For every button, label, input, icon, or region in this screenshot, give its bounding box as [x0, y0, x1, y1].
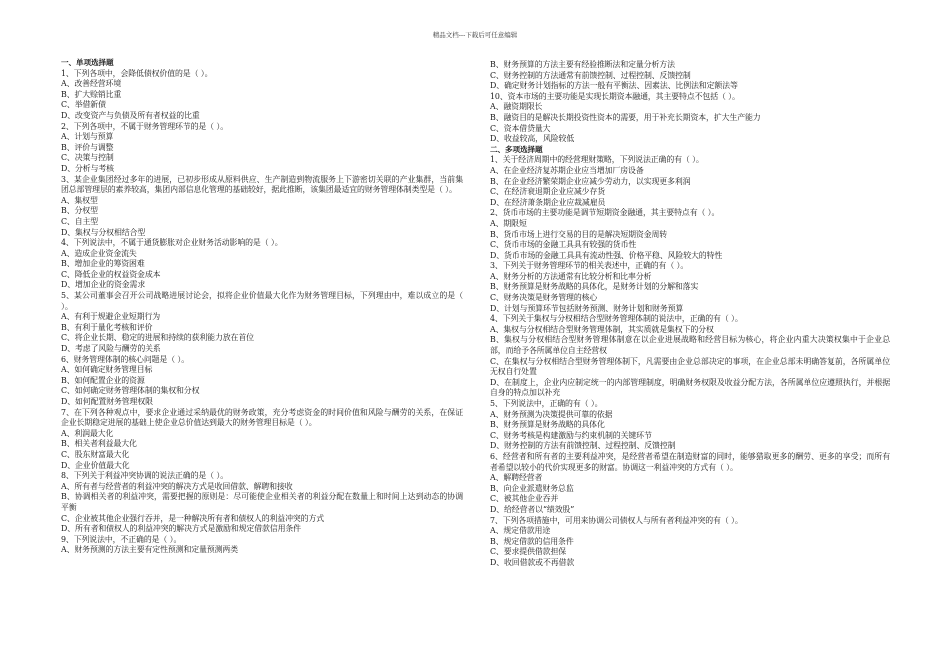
question-stem: 2、下列各项中，不属于财务管理环节的是（ ）。 — [61, 121, 228, 131]
answer-option: C、财务决策是财务管理的核心 — [490, 293, 598, 303]
question-stem: 3、下列关于财务管理环节的相关表述中，正确的有（ ）。 — [490, 261, 689, 271]
answer-option: A、规定借款用途 — [490, 526, 551, 536]
answer-option: B、增加企业的筹资困难 — [61, 259, 145, 269]
question-stem: 5、下列说法中，正确的有（ ）。 — [490, 399, 603, 408]
question-stem: 6、经营者和所有者的主要利益冲突，是经营者希望在制造财富的同时，能够猎取更多的酬劳、更多的享受；而所有者希望以较小的代价实现更多的财富。协调这一利益冲突的方式有（ ）。 — [490, 451, 890, 472]
answer-option: B、集权与分权相结合型财务管理体制意在以企业进展战略和经营目标为核心，将企业内重大决策权集中于企业总部，而给予各所属单位自主经营权 — [490, 335, 890, 356]
answer-option: B、有利于量化考核和评价 — [61, 322, 153, 332]
answer-option: C、举借新债 — [61, 100, 106, 110]
answer-option: D、收回借款或不再借款 — [490, 557, 575, 567]
answer-option: C、股东财富最大化 — [61, 449, 130, 459]
answer-option: D、如何配置财务管理权限 — [61, 397, 153, 406]
question-stem: 3、某企业集团经过多年的进展，已初步形成从原料供应、生产制造到物流服务上下游密切关联的产业集群，当前集团总部管理层的素养较高，集团内部信息化管理的基础较好，据此推断，该集团最适宜的财务管理体制类型是（ ）。 — [61, 174, 463, 195]
answer-option: B、向企业派遣财务总监 — [490, 483, 574, 493]
answer-option: B、如何配置企业的资源 — [61, 375, 145, 385]
answer-option: C、企业被其他企业强行吞并，是一种解决所有者和债权人的利益冲突的方式 — [61, 513, 325, 523]
answer-option: A、计划与预算 — [61, 132, 114, 142]
answer-option: A、利润最大化 — [61, 428, 114, 438]
answer-option: D、在经济萧条期企业应裁减雇员 — [490, 197, 606, 207]
answer-option: B、货币市场上进行交易的目的是解决短期资金周转 — [490, 229, 668, 239]
answer-option: C、要求提供借款担保 — [490, 547, 567, 557]
answer-option: B、协调相关者的利益冲突，需要把握的原则是：尽可能使企业相关者的利益分配在数量上和时间上达到动态的协调平衡 — [61, 492, 463, 512]
answer-option: A、财务预测为决策提供可靠的依据 — [490, 409, 613, 419]
answer-option: C、资本借贷量大 — [490, 123, 551, 133]
answer-option: A、集权与分权相结合型财务管理体制，其实质就是集权下的分权 — [490, 324, 714, 334]
answer-option: D、分析与考核 — [61, 163, 114, 173]
page-header: 精品文档---下载后可任意编辑 — [432, 31, 518, 39]
answer-option: C、被其他企业吞并 — [490, 494, 559, 504]
left-column — [61, 58, 463, 556]
answer-option: A、造成企业资金流失 — [61, 248, 137, 258]
answer-option: B、财务预算的方法主要有经验推断法和定量分析方法 — [490, 60, 675, 69]
answer-option: C、财务控制的方法通常有前馈控制、过程控制、反馈控制 — [490, 70, 691, 80]
question-stem: 7、下列各项措施中，可用来协调公司债权人与所有者利益冲突的有（ ）。 — [490, 515, 743, 525]
answer-option: A、在企业经济复苏期企业应当增加厂房设备 — [490, 165, 644, 175]
answer-option: B、在企业经济繁荣期企业应减少劳动力，以实现更多利润 — [490, 176, 691, 186]
question-stem: 5、某公司董事会召开公司战略进展讨论会，拟将企业价值最大化作为财务管理目标，下列理由中，难以成立的是（ ）。 — [61, 291, 463, 311]
answer-option: D、在制度上，企业内应制定统一的内部管理制度，明确财务权限及收益分配方法，各所属单位应遵照执行，并根据自身的特点加以补充 — [490, 377, 890, 398]
question-stem: 8、下列关于利益冲突协调的说法正确的是（ ）。 — [61, 471, 228, 481]
answer-option: D、集权与分权相结合型 — [61, 227, 146, 237]
answer-option: D、企业价值最大化 — [61, 460, 130, 470]
section-heading: 二、多项选择题 — [490, 144, 543, 154]
answer-option: B、相关者利益最大化 — [61, 439, 137, 449]
answer-option: D、改变资产与负债及所有者权益的比重 — [61, 110, 200, 120]
answer-option: C、货币市场的金融工具具有较强的货币性 — [490, 240, 637, 250]
answer-option: D、财务控制的方法有前馈控制、过程控制、反馈控制 — [490, 441, 676, 451]
answer-option: D、计划与预算环节包括财务预测、财务计划和财务预算 — [490, 303, 684, 313]
answer-option: D、货币市场的金融工具具有流动性强、价格平稳、风险较大的特性 — [490, 250, 723, 260]
answer-option: D、确定财务计划指标的方法一般有平衡法、因素法、比例法和定额法等 — [490, 81, 738, 91]
answer-option: B、规定借款的信用条件 — [490, 536, 574, 546]
answer-option: D、所有者和债权人的利益冲突的解决方式是激励和规定借款信用条件 — [61, 524, 301, 534]
answer-option: C、财务考核是构建激励与约束机制的关键环节 — [490, 430, 652, 440]
answer-option: D、给经营者以“绩效股” — [490, 504, 575, 514]
answer-option: A、解聘经营者 — [490, 473, 543, 483]
answer-option: C、在集权与分权相结合型财务管理体制下，凡需要由企业总部决定的事项，在企业总部未明确答复前，各所属单位无权自行处置 — [490, 356, 890, 377]
answer-option: A、期限短 — [490, 218, 527, 228]
answer-option: C、在经济衰退期企业应减少存货 — [490, 187, 606, 197]
answer-option: B、扩大赊销比重 — [61, 89, 122, 99]
question-stem: 2、货币市场的主要功能是调节短期资金融通，其主要特点有（ ）。 — [490, 208, 720, 218]
right-column — [490, 60, 890, 569]
answer-option: B、财务预算是财务战略的具体化，是财务计划的分解和落实 — [490, 282, 699, 292]
answer-option: C、如何确定财务管理体制的集权和分权 — [61, 386, 200, 396]
question-stem: 1、关于经济周期中的经营理财策略，下列说法正确的有（ ）。 — [490, 155, 704, 165]
answer-option: C、决策与控制 — [61, 153, 114, 163]
answer-option: B、财务预算是财务战略的具体化 — [490, 420, 605, 430]
answer-option: A、所有者与经营者的利益冲突的解决方式是收回借款、解聘和接收 — [61, 481, 293, 491]
answer-option: B、评价与调整 — [61, 142, 114, 152]
question-stem: 6、财务管理体制的核心问题是（ ）。 — [61, 354, 190, 364]
answer-option: D、增加企业的资金需求 — [61, 280, 146, 290]
answer-option: A、改善经营环境 — [61, 79, 122, 89]
answer-option: B、分权型 — [61, 206, 98, 216]
answer-option: D、考虑了风险与酬劳的关系 — [61, 344, 161, 354]
answer-option: C、自主型 — [61, 216, 99, 226]
question-stem: 1、下列各项中，会降低债权价值的是（ ）。 — [61, 68, 213, 78]
question-stem: 7、在下列各种观点中，要求企业通过采纳最优的财务政策，充分考虑资金的时间价值和风险与酬劳的关系，在保证企业长期稳定进展的基础上使企业总价值达到最大的财务管理目标是（ ）。 — [61, 407, 463, 428]
answer-option: C、将企业长期、稳定的进展和持续的获利能力放在首位 — [61, 333, 254, 343]
question-stem: 10、资本市场的主要功能是实现长期资本融通，其主要特点不包括（ ）。 — [490, 91, 740, 101]
answer-option: A、集权型 — [61, 195, 98, 205]
question-stem: 4、下列说法中，不属于通货膨胀对企业财务活动影响的是（ ）。 — [61, 238, 283, 248]
answer-option: A、财务分析的方法通常有比较分析和比率分析 — [490, 271, 652, 281]
answer-option: C、降低企业的权益资金成本 — [61, 269, 161, 279]
answer-option: A、财务预测的方法主要有定性预测和定量预测两类 — [61, 545, 238, 555]
answer-option: A、如何确定财务管理目标 — [61, 365, 153, 375]
section-heading: 一、单项选择题 — [61, 58, 114, 67]
answer-option: A、有利于规避企业短期行为 — [61, 312, 161, 322]
answer-option: B、融资目的是解决长期投资性资本的需要，用于补充长期资本，扩大生产能力 — [490, 112, 761, 122]
answer-option: D、收益较高，风险较低 — [490, 134, 575, 144]
question-stem: 4、下列关于集权与分权相结合型财务管理体制的说法中，正确的有（ ）。 — [490, 314, 743, 324]
answer-option: A、融资期限长 — [490, 102, 543, 112]
question-stem: 9、下列说法中，不正确的是（ ）。 — [61, 534, 182, 544]
